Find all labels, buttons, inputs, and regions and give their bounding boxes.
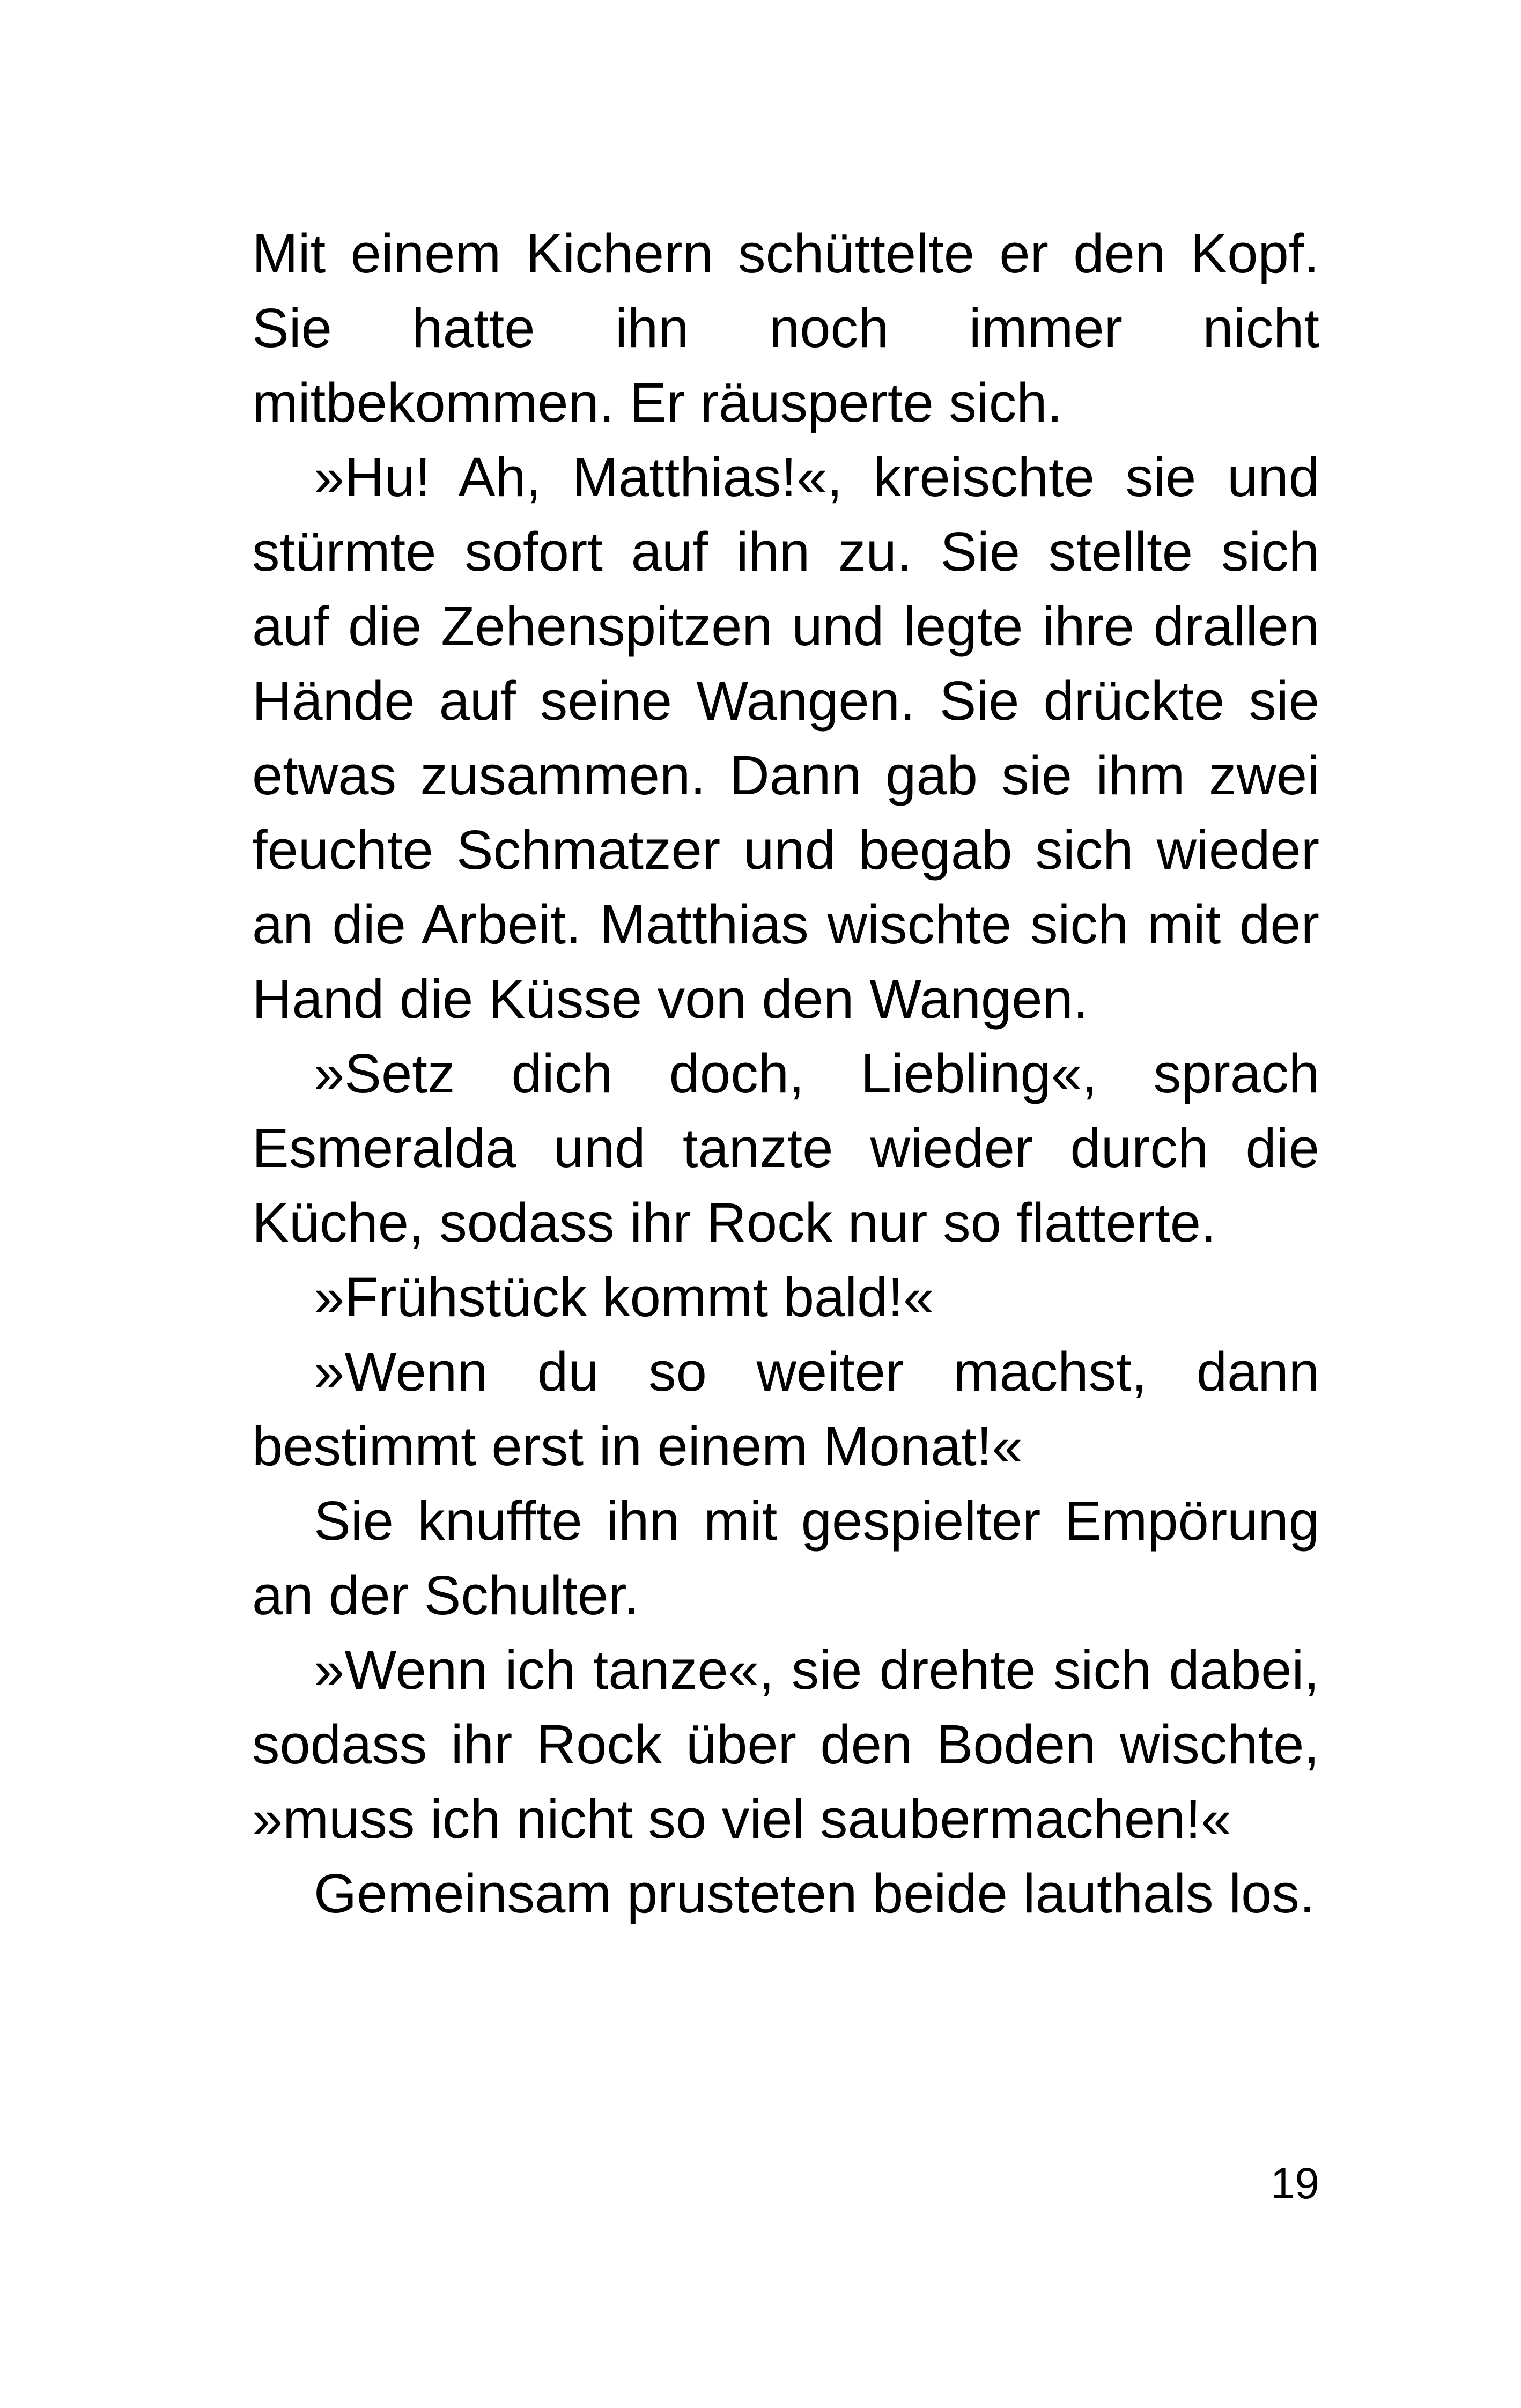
paragraph: »Frühstück kommt bald!« [314,1266,934,1328]
paragraph: Sie knuffte ihn mit gespielter Empörung an der Schulter. [252,1490,1319,1626]
paragraph: »Hu! Ah, Matthias!«, kreischte sie und stürmte sofort auf ihn zu. Sie stellte sich auf die Zehenspitzen und legte ihre drallen Hände auf seine Wangen. Sie drückte sie etwas zusammen. Dann gab sie ihm zwei feuchte Schmatzer und begab sich wieder an die Arbeit. Matthias wischte sich mit der Hand die Küsse von den Wangen. [252,446,1319,1030]
paragraph: Mit einem Kichern schüttelte er den Kopf. Sie hatte ihn noch immer nicht mitbekommen. Er räusperte sich. [252,223,1319,433]
paragraph: Gemeinsam prusteten beide lauthals los. [314,1863,1315,1924]
page-body [252,216,1319,1931]
page-number: 19 [1270,2159,1319,2208]
paragraph: »Wenn ich tanze«, sie drehte sich dabei, sodass ihr Rock über den Boden wischte, »muss ich nicht so viel saubermachen!« [252,1639,1319,1850]
paragraph: »Wenn du so weiter machst, dann bestimmt erst in einem Monat!« [252,1341,1319,1477]
paragraph: »Setz dich doch, Liebling«, sprach Esmeralda und tanzte wieder durch die Küche, sodass ihr Rock nur so flatterte. [252,1043,1319,1253]
